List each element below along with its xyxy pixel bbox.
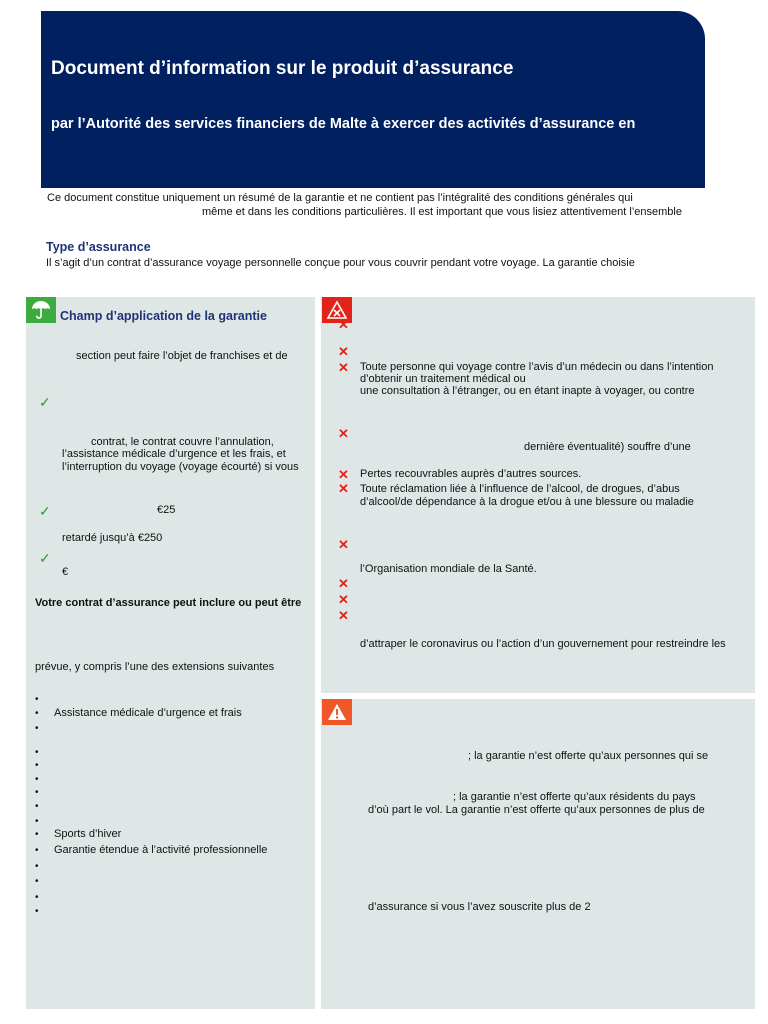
coverage-line-7: € <box>62 566 69 578</box>
intro-line-1: Ce document constitue uniquement un résumé de la garantie et ne contient pas l’intégralité des conditions générales qui <box>47 192 633 204</box>
exclusion-line-4: dernière éventualité) souffre d’une <box>524 441 691 453</box>
exclusion-line-5: Pertes recouvrables auprès d’autres sources. <box>360 468 582 480</box>
coverage-line-6: retardé jusqu’à €250 <box>62 532 163 544</box>
check-icon: ✓ <box>39 394 51 410</box>
coverage-line-3: l’assistance médicale d’urgence et les frais, et <box>62 448 286 460</box>
cross-icon: ✕ <box>338 467 349 482</box>
exclusion-line-1: Toute personne qui voyage contre l’avis d’un médecin ou dans l’intention <box>360 361 714 373</box>
list-item: Assistance médicale d’urgence et frais <box>54 707 242 719</box>
cross-icon: ✕ <box>338 537 349 552</box>
cross-icon: ✕ <box>338 576 349 591</box>
check-icon: ✓ <box>39 550 51 566</box>
intro-line-2: même et dans les conditions particulières. Il est important que vous lisiez attentivement l’ensemble <box>202 206 682 218</box>
exclusion-line-2: d’obtenir un traitement médical ou <box>360 373 526 385</box>
cross-icon: ✕ <box>338 592 349 607</box>
cross-icon: ✕ <box>338 344 349 359</box>
cross-icon: ✕ <box>338 360 349 375</box>
restriction-line-4: d’assurance si vous l’avez souscrite plus de 2 <box>368 901 591 913</box>
list-item: Garantie étendue à l’activité professionnelle <box>54 844 268 856</box>
document-title: Document d’information sur le produit d’assurance <box>51 58 514 79</box>
umbrella-icon <box>26 297 56 323</box>
coverage-line-1: section peut faire l’objet de franchises et de <box>76 350 288 362</box>
document-subtitle: par l’Autorité des services financiers de Malte à exercer des activités d’assurance en <box>51 116 636 132</box>
exclusion-line-9: d’attraper le coronavirus ou l’action d’un gouvernement pour restreindre les <box>360 638 726 650</box>
coverage-heading: Champ d’application de la garantie <box>60 309 267 323</box>
cross-icon: ✕ <box>338 317 349 332</box>
coverage-panel <box>26 297 315 1009</box>
coverage-line-9: prévue, y compris l’une des extensions suivantes <box>35 661 275 673</box>
exclusion-line-6: Toute réclamation liée à l’influence de l’alcool, de drogues, d’abus <box>360 483 680 495</box>
restriction-line-3: d’où part le vol. La garantie n’est offerte qu’aux personnes de plus de <box>368 804 705 816</box>
type-text: Il s’agit d’un contrat d’assurance voyage personnelle conçue pour vous couvrir pendant votre voyage. La garantie choisie <box>46 257 635 269</box>
exclusion-line-3: une consultation à l’étranger, ou en étant inapte à voyager, ou contre <box>360 385 695 397</box>
cross-icon: ✕ <box>338 481 349 496</box>
exclusion-line-8: l’Organisation mondiale de la Santé. <box>360 563 537 575</box>
cross-icon: ✕ <box>338 608 349 623</box>
list-item: Sports d’hiver <box>54 828 122 840</box>
type-heading: Type d’assurance <box>46 240 151 254</box>
header-banner <box>41 11 705 188</box>
check-icon: ✓ <box>39 503 51 519</box>
restriction-line-1: ; la garantie n’est offerte qu’aux personnes qui se <box>468 750 709 762</box>
coverage-line-2: contrat, le contrat couvre l’annulation, <box>91 436 274 448</box>
coverage-line-4: l’interruption du voyage (voyage écourté) si vous <box>62 461 299 473</box>
restriction-line-2: ; la garantie n’est offerte qu’aux résidents du pays <box>453 791 696 803</box>
optional-cover-heading: Votre contrat d’assurance peut inclure ou peut être <box>35 597 302 609</box>
coverage-line-5: €25 <box>157 504 176 516</box>
restrictions-panel <box>321 699 755 1009</box>
exclusion-line-7: d’alcool/de dépendance à la drogue et/ou à une blessure ou maladie <box>360 496 694 508</box>
cross-icon: ✕ <box>338 426 349 441</box>
warning-icon <box>322 699 352 725</box>
